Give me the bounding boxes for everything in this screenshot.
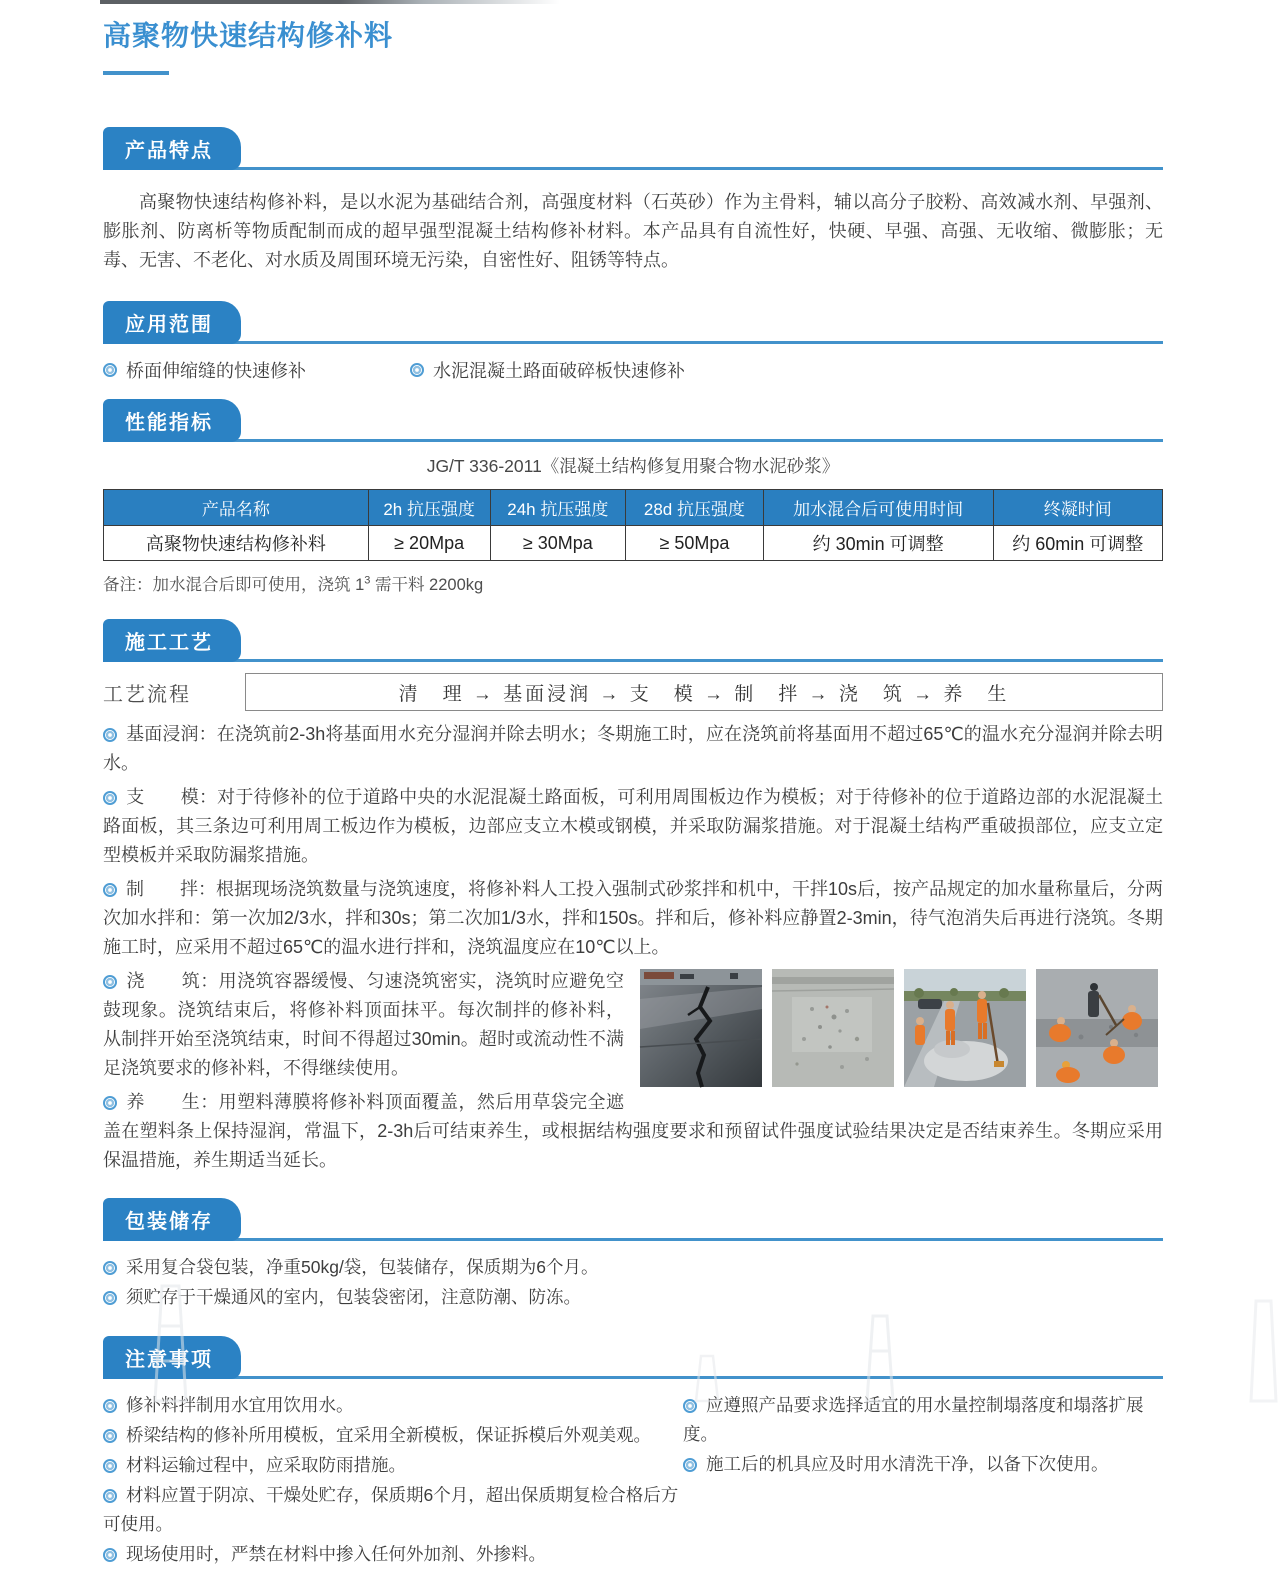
packaging-item-text: 采用复合袋包装，净重50kg/袋，包装储存，保质期为6个月。 (126, 1257, 599, 1277)
table-header-cell: 28d 抗压强度 (626, 490, 764, 526)
applications-list (103, 357, 1163, 383)
table-header-cell: 产品名称 (104, 490, 369, 526)
application-item-label: 桥面伸缩缝的快速修补 (126, 361, 306, 381)
table-row (104, 526, 1163, 561)
table-note-superscript: 3 (364, 574, 371, 587)
performance-table (103, 489, 1163, 561)
ring-bullet-icon (103, 1261, 117, 1275)
note-item (103, 1421, 683, 1450)
watermark-bridge-tower-icon (1248, 1301, 1279, 1401)
ring-bullet-icon (103, 791, 117, 805)
notes-columns (103, 1391, 1163, 1570)
section-tab-applications: 应用范围 (103, 301, 241, 344)
table-cell: 约 60min 可调整 (993, 526, 1162, 561)
cracked-pavement-photo (640, 969, 762, 1087)
table-note-text: 需干料 2200kg (370, 576, 484, 594)
construction-photos (640, 969, 1163, 1089)
section-tab-performance: 性能指标 (103, 399, 241, 442)
section-divider-line (103, 439, 1163, 442)
note-item-text: 现场使用时，严禁在材料中掺入任何外加剂、外掺料。 (126, 1544, 546, 1564)
packaging-list (103, 1253, 1163, 1312)
section-tab-construction: 施工工艺 (103, 619, 241, 662)
step-curing (103, 1088, 1163, 1175)
step-mixing (103, 875, 1163, 962)
section-header-construction (103, 621, 1163, 662)
concrete-patching-workers-photo (1036, 969, 1158, 1087)
section-header-features (103, 129, 1163, 170)
ring-bullet-icon (683, 1458, 697, 1472)
section-divider-line (103, 167, 1163, 170)
process-flow-label: 工艺流程 (103, 683, 191, 706)
table-note (103, 571, 1163, 595)
note-item (683, 1391, 1163, 1449)
note-item (103, 1481, 683, 1539)
table-header-cell: 终凝时间 (993, 490, 1162, 526)
section-divider-line (103, 1376, 1163, 1379)
ring-bullet-icon (103, 1096, 117, 1110)
table-header-cell: 加水混合后可使用时间 (763, 490, 993, 526)
step-text: 制 拌：根据现场浇筑数量与浇筑速度，将修补料人工投入强制式砂浆拌和机中，干拌10s后，按产品规定的加水量称量后，分两次加水拌和：第一次加2/3水，拌和30s；第二次加1/3水，拌和150s。拌和后，修补料应静置2-3min，待气泡消失后再进行浇筑。冬期施工时，应采用不超过65℃的温水进行拌和，浇筑温度应在10℃以上。 (103, 879, 1164, 957)
table-cell: 高聚物快速结构修补料 (104, 526, 369, 561)
title-underline (103, 71, 169, 75)
step-text: 基面浸润：在浇筑前2-3h将基面用水充分湿润并除去明水；冬期施工时，应在浇筑前将基面用不超过65℃的温水充分湿润并除去明水。 (103, 724, 1163, 773)
watermark-bridge-tower-icon (148, 1286, 193, 1401)
section-divider-line (103, 341, 1163, 344)
step-text: 支 模：对于待修补的位于道路中央的水泥混凝土路面板，可利用周围板边作为模板；对于待修补的位于道路边部的水泥混凝土路面板，其三条边可利用周工板边作为模板，边部应支立木模或钢模，并采取防漏浆措施。对于混凝土结构严重破损部位，应支立定型模板并采取防漏浆措施。 (103, 787, 1163, 865)
section-tab-notes: 注意事项 (103, 1336, 241, 1379)
application-item (410, 357, 685, 383)
note-item-text: 材料运输过程中，应采取防雨措施。 (126, 1455, 406, 1475)
ring-bullet-icon (103, 363, 117, 377)
section-header-packaging (103, 1200, 1163, 1241)
section-header-notes (103, 1338, 1163, 1379)
table-cell: ≥ 30Mpa (490, 526, 626, 561)
note-item (683, 1450, 1163, 1479)
application-item-label: 水泥混凝土路面破碎板快速修补 (433, 361, 685, 381)
construction-steps (103, 720, 1163, 1180)
application-item (103, 357, 410, 383)
table-cell: ≥ 50Mpa (626, 526, 764, 561)
note-item-text: 修补料拌制用水宜用饮用水。 (126, 1395, 354, 1415)
section-tab-packaging: 包装储存 (103, 1198, 241, 1241)
packaging-item-text: 须贮存于干燥通风的室内，包装袋密闭，注意防潮、防冻。 (126, 1287, 581, 1307)
section-divider-line (103, 659, 1163, 662)
ring-bullet-icon (103, 728, 117, 742)
table-cell: ≥ 20Mpa (368, 526, 490, 561)
process-flow-box: 清 理 → 基面浸润 → 支 模 → 制 拌 → 浇 筑 → 养 生 (245, 673, 1163, 711)
table-header-row (104, 490, 1163, 526)
notes-left-column (103, 1391, 683, 1570)
ring-bullet-icon (103, 1399, 117, 1413)
watermark-bridge-tower-icon (690, 1356, 724, 1401)
note-item-text: 应遵照产品要求选择适宜的用水量控制塌落度和塌落扩展度。 (683, 1395, 1144, 1444)
packaging-item (103, 1253, 1163, 1282)
notes-right-column (683, 1391, 1163, 1570)
section-header-performance (103, 401, 1163, 442)
ring-bullet-icon (103, 883, 117, 897)
process-flow-row (103, 673, 1163, 711)
features-paragraph: 高聚物快速结构修补料，是以水泥为基础结合剂，高强度材料（石英砂）作为主骨料，辅以高分子胶粉、高效减水剂、早强剂、膨胀剂、防离析等物质配制而成的超早强型混凝土结构修补材料。本产品具有自流性好，快硬、早强、高强、无收缩、微膨胀；无毒、无害、不老化、对水质及周围环境无污染，自密性好、阻锈等特点。 (103, 192, 1163, 270)
page-top-artifact (100, 0, 560, 4)
watermark-bridge-tower-icon (860, 1316, 900, 1401)
step-text: 养 生：用塑料薄膜将修补料顶面覆盖，然后用草袋完全遮盖在塑料条上保持湿润，常温下，2-3h后可结束养生，或根据结构强度要求和预留试件强度试验结果决定是否结束养生。冬期应采用保温措施，养生期适当延长。 (103, 1092, 1163, 1170)
page-title: 高聚物快速结构修补料 (103, 20, 394, 51)
step-text: 浇 筑：用浇筑容器缓慢、匀速浇筑密实，浇筑时应避免空鼓现象。浇筑结束后，将修补料顶面抹平。每次制拌的修补料，从制拌开始至浇筑结束，时间不得超过30min。超时或流动性不满足浇筑要求的修补料，不得继续使用。 (103, 971, 624, 1078)
section-header-applications (103, 303, 1163, 344)
ring-bullet-icon (103, 1548, 117, 1562)
ring-bullet-icon (103, 1489, 117, 1503)
ring-bullet-icon (410, 363, 424, 377)
ring-bullet-icon (103, 1291, 117, 1305)
step-formwork (103, 783, 1163, 870)
note-item (103, 1451, 683, 1480)
note-item-text: 施工后的机具应及时用水清洗干净，以备下次使用。 (706, 1454, 1109, 1474)
section-tab-features: 产品特点 (103, 127, 241, 170)
section-divider-line (103, 1238, 1163, 1241)
road-repair-workers-photo (904, 969, 1026, 1087)
ring-bullet-icon (103, 1429, 117, 1443)
table-note-text: 备注：加水混合后即可使用，浇筑 1 (103, 576, 365, 594)
step-surface-wetting (103, 720, 1163, 778)
note-item-text: 材料应置于阴凉、干燥处贮存，保质期6个月，超出保质期复检合格后方可使用。 (103, 1485, 679, 1534)
packaging-item (103, 1283, 1163, 1312)
table-header-cell: 2h 抗压强度 (368, 490, 490, 526)
worn-concrete-photo (772, 969, 894, 1087)
note-item-text: 桥梁结构的修补所用模板，宜采用全新模板，保证拆模后外观美观。 (126, 1425, 651, 1445)
table-cell: 约 30min 可调整 (763, 526, 993, 561)
note-item (103, 1540, 683, 1569)
table-header-cell: 24h 抗压强度 (490, 490, 626, 526)
standard-reference: JG/T 336-2011《混凝土结构修复用聚合物水泥砂浆》 (426, 456, 840, 476)
ring-bullet-icon (103, 975, 117, 989)
ring-bullet-icon (103, 1459, 117, 1473)
